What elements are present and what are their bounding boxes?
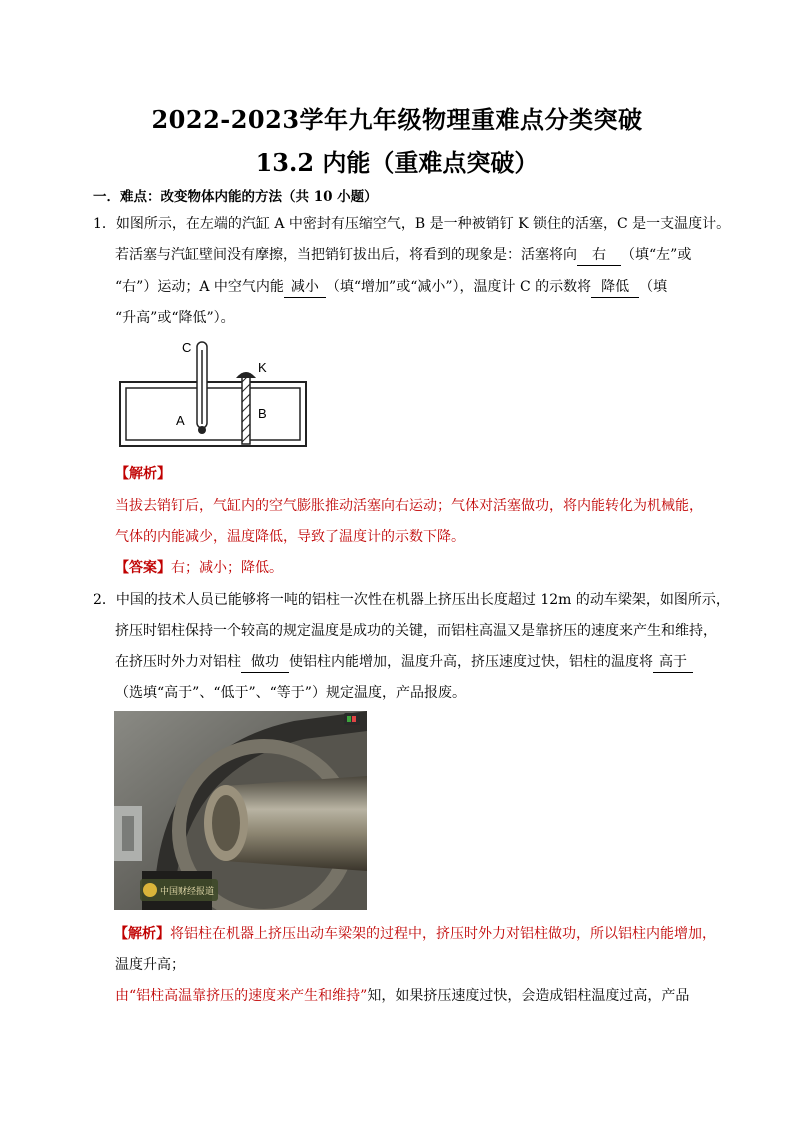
cylinder-diagram [118, 338, 308, 450]
q2-analysis-tail: 知，如果挤压速度过快，会造成铝柱温度过高，产品 [367, 988, 690, 1004]
q2-answer-blank-2: 高于 [653, 652, 693, 673]
thermometer-c [197, 342, 207, 434]
extrusion-machine-photo [114, 711, 367, 910]
q2-line3-mid: 使铝柱内能增加，温度升高，挤压速度过快，铝柱的温度将 [289, 654, 653, 670]
q2-analysis-line2: 温度升高； [115, 957, 185, 973]
q1-answer-tag: 【答案】 [115, 560, 171, 576]
q2-line2: 挤压时铝柱保持一个较高的规定温度是成功的关键，而铝柱高温又是靠挤压的速度来产生和维持， [115, 623, 717, 639]
q1-line3 [115, 277, 667, 298]
q2-analysis-prefix: 由 [115, 988, 129, 1004]
q1-line3-tail: （填 [639, 279, 668, 295]
pin-k [236, 372, 256, 378]
q2-analysis-quote: “铝柱高温靠挤压的速度来产生和维持” [129, 988, 368, 1004]
q2-line1: 2．中国的技术人员已能够将一吨的铝柱一次性在机器上挤压出长度超过 12m 的动车梁架，如图所示， [93, 592, 730, 608]
q1-line4: “升高”或“降低”）。 [115, 310, 235, 326]
photo-logo-text: 中国财经报道 [160, 887, 215, 897]
label-a: A [176, 413, 185, 428]
document-title: 2022-2023学年九年级物理重难点分类突破 [151, 105, 643, 134]
q2-line3-text: 在挤压时外力对铝柱 [115, 654, 241, 670]
q1-answer-blank-1: 右 [577, 245, 621, 266]
q1-answer-blank-2: 减小 [284, 277, 326, 298]
piston-b [242, 374, 250, 444]
q1-line2 [115, 245, 691, 266]
q2-analysis-line1 [114, 924, 716, 944]
label-k: K [258, 360, 267, 375]
q1-answer-text: 右；减小；降低。 [171, 560, 283, 576]
q2-analysis-line3 [115, 986, 689, 1006]
q1-answer-blank-3: 降低 [591, 277, 639, 298]
section-heading: 一．难点：改变物体内能的方法（共 10 小题） [93, 189, 378, 205]
q1-answer [115, 558, 283, 578]
q2-line4: （选填“高于”、“低于”、“等于”）规定温度，产品报废。 [115, 685, 466, 701]
document-subtitle: 13.2 内能（重难点突破） [255, 148, 539, 177]
q1-analysis-line1: 当拔去销钉后，气缸内的空气膨胀推动活塞向右运动；气体对活塞做功，将内能转化为机械能， [115, 498, 703, 514]
q1-line2-tail: （填“左”或 [621, 247, 692, 263]
q2-analysis-text: 将铝柱在机器上挤压出动车梁架的过程中，挤压时外力对铝柱做功，所以铝柱内能增加， [170, 926, 716, 942]
label-b: B [258, 406, 267, 421]
q1-line2-text: 若活塞与汽缸壁间没有摩擦，当把销钉拔出后，将看到的现象是：活塞将向 [115, 247, 577, 263]
q1-analysis-tag: 【解析】 [115, 466, 171, 482]
q1-line3-text: “右”）运动；A 中空气内能 [115, 279, 284, 295]
q1-line1: 1．如图所示，在左端的汽缸 A 中密封有压缩空气，B 是一种被销钉 K 锁住的活塞，C 是一支温度计。 [93, 216, 731, 232]
q1-line3-mid: （填“增加”或“减小”），温度计 C 的示数将 [325, 279, 592, 295]
q2-line3 [115, 652, 693, 673]
label-c: C [182, 340, 192, 355]
q2-answer-blank-1: 做功 [241, 652, 289, 673]
q1-analysis-line2: 气体的内能减少，温度降低，导致了温度计的示数下降。 [115, 529, 465, 545]
q2-analysis-tag: 【解析】 [114, 926, 170, 942]
